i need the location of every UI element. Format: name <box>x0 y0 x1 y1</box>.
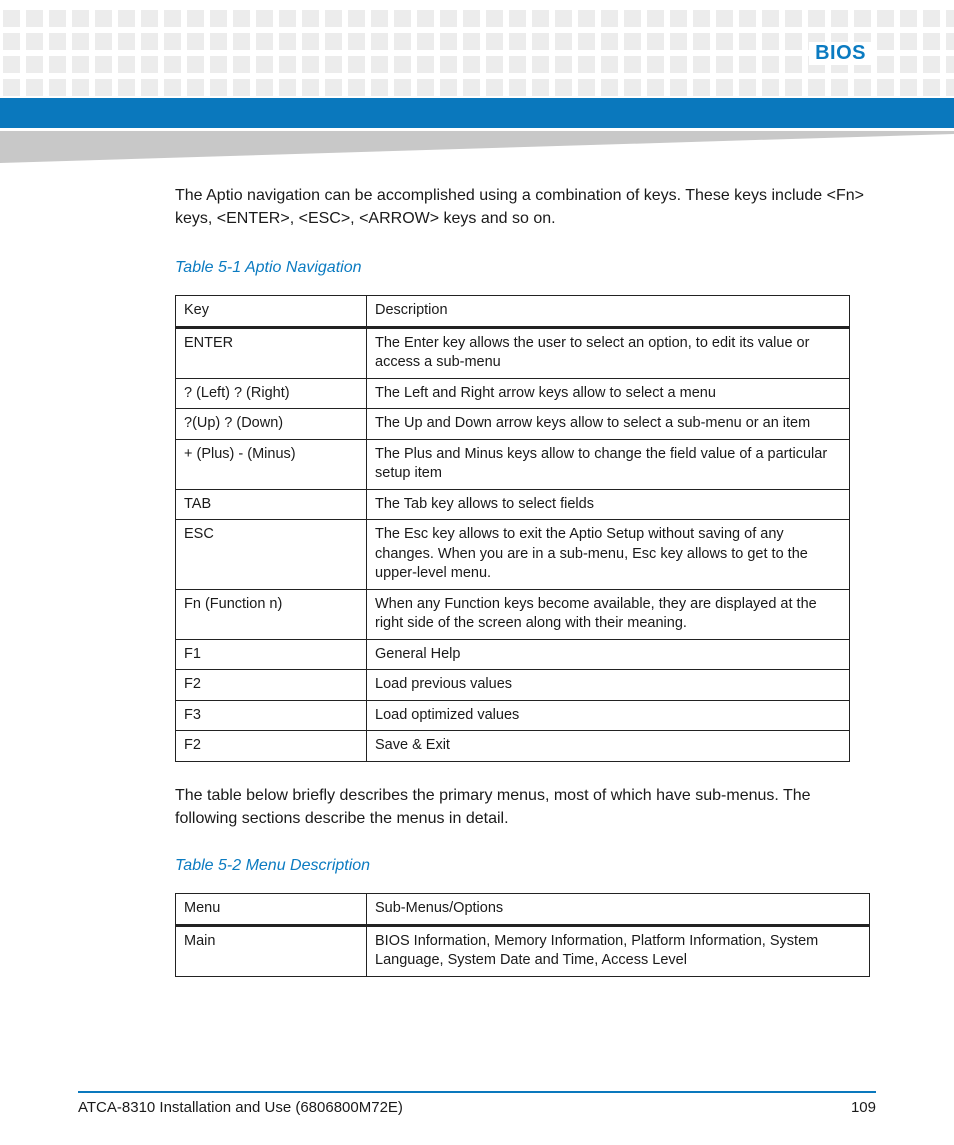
table1-caption: Table 5-1 Aptio Navigation <box>175 259 362 276</box>
table-row <box>176 589 850 639</box>
table-header-row <box>176 296 850 328</box>
table-cell-description: The Esc key allows to exit the Aptio Setup without saving of any changes. When you are in a sub-menu, Esc key allows to get to the upper-level menu. <box>367 520 850 590</box>
header-gray-wedge <box>0 131 954 163</box>
table-row <box>176 520 850 590</box>
table-row <box>176 378 850 409</box>
table-cell-description: The Plus and Minus keys allow to change the field value of a particular setup item <box>367 439 850 489</box>
table-cell-key: + (Plus) - (Minus) <box>176 439 367 489</box>
table-cell-description: The Tab key allows to select fields <box>367 489 850 520</box>
table-cell-description: When any Function keys become available, they are displayed at the right side of the screen along with their meaning. <box>367 589 850 639</box>
table-cell-key: ENTER <box>176 327 367 378</box>
header-cell-submenus: Sub-Menus/Options <box>367 894 870 926</box>
table-cell-description: The Up and Down arrow keys allow to select a sub-menu or an item <box>367 409 850 440</box>
table-cell-description: Load optimized values <box>367 700 850 731</box>
section-title: BIOS <box>809 42 872 65</box>
table-cell-description: General Help <box>367 639 850 670</box>
table-cell-key: F2 <box>176 731 367 762</box>
table-row <box>176 639 850 670</box>
header-cell-key: Key <box>176 296 367 328</box>
table-cell-key: ?(Up) ? (Down) <box>176 409 367 440</box>
table-row <box>176 327 850 378</box>
table-row <box>176 670 850 701</box>
table-cell-description: Save & Exit <box>367 731 850 762</box>
table-cell-key: F2 <box>176 670 367 701</box>
footer-rule <box>78 1091 876 1093</box>
table-cell-description: The Left and Right arrow keys allow to select a menu <box>367 378 850 409</box>
menu-description-table <box>175 893 870 977</box>
table-row <box>176 700 850 731</box>
table-cell-key: F1 <box>176 639 367 670</box>
table-cell-key: Fn (Function n) <box>176 589 367 639</box>
header-cell-description: Description <box>367 296 850 328</box>
footer-document-title: ATCA-8310 Installation and Use (6806800M72E) <box>78 1099 403 1116</box>
table-cell-description: Load previous values <box>367 670 850 701</box>
second-paragraph: The table below briefly describes the primary menus, most of which have sub-menus. The following sections describe the menus in detail. <box>175 787 811 827</box>
table-cell-key: Main <box>176 925 367 976</box>
table-cell-description: The Enter key allows the user to select an option, to edit its value or access a sub-menu <box>367 327 850 378</box>
table-row <box>176 489 850 520</box>
table2-caption: Table 5-2 Menu Description <box>175 857 371 874</box>
table-row <box>176 925 870 976</box>
table-row <box>176 409 850 440</box>
table-cell-key: ESC <box>176 520 367 590</box>
header-blue-bar <box>0 98 954 128</box>
intro-paragraph: The Aptio navigation can be accomplished using a combination of keys. These keys include <Fn> keys, <ENTER>, <ESC>, <ARROW> keys and so on. <box>175 187 865 227</box>
table-row <box>176 439 850 489</box>
table-cell-key: TAB <box>176 489 367 520</box>
footer-page-number: 109 <box>850 1099 876 1116</box>
table-row <box>176 731 850 762</box>
table-header-row <box>176 894 870 926</box>
table-cell-description: BIOS Information, Memory Information, Platform Information, System Language, System Date and Time, Access Level <box>367 925 870 976</box>
aptio-navigation-table <box>175 295 850 762</box>
header-cell-menu: Menu <box>176 894 367 926</box>
table-cell-key: ? (Left) ? (Right) <box>176 378 367 409</box>
table-cell-key: F3 <box>176 700 367 731</box>
